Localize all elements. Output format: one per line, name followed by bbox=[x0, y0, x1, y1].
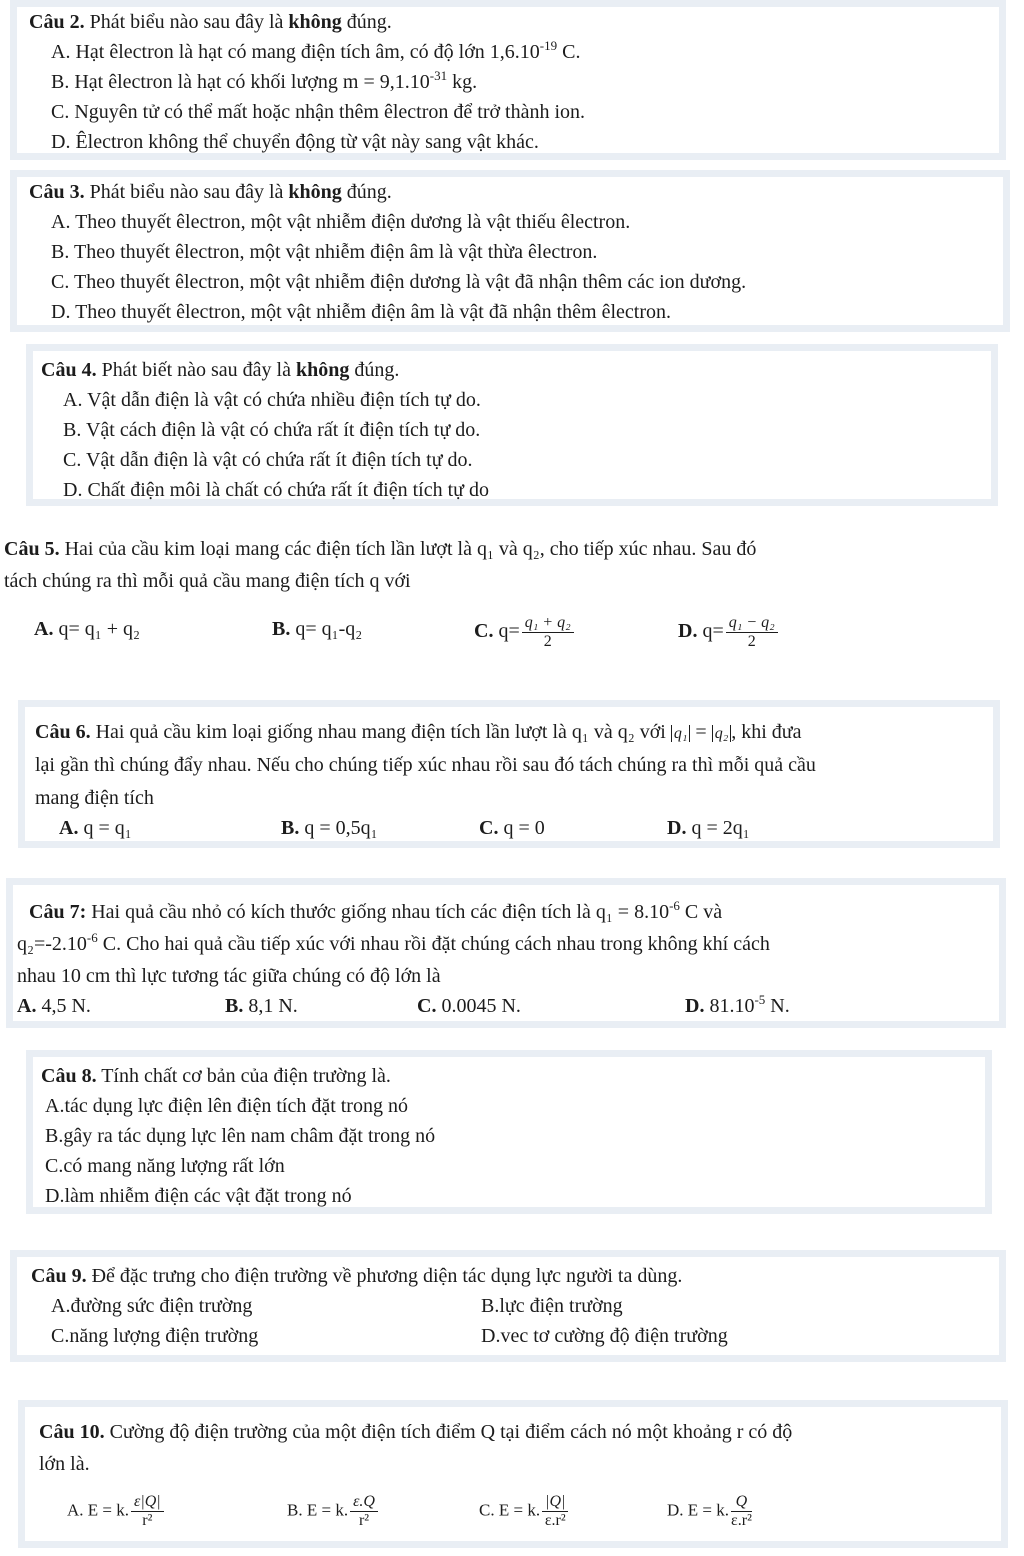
question-7-stem-line-2 bbox=[17, 929, 770, 961]
question-text: Hai của cầu kim loại mang các điện tích lần lượt là q₁ và q₂, cho tiếp xúc nhau. Sau đó bbox=[59, 538, 757, 560]
question-5-stem-line-2: tách chúng ra thì mỗi quả cầu mang điện tích q với bbox=[4, 570, 411, 592]
option-b: B.gây ra tác dụng lực lên nam châm đặt trong nó bbox=[45, 1125, 436, 1147]
fraction bbox=[131, 1493, 164, 1530]
option-label: D. bbox=[667, 817, 687, 839]
denominator: 2 bbox=[747, 633, 756, 650]
option-text: E = k. bbox=[687, 1500, 730, 1520]
option-text: q= bbox=[498, 620, 520, 643]
option-d bbox=[685, 991, 790, 1023]
option-d: D. Theo thuyết êlectron, một vật nhiễm điện âm là vật đã nhận thêm êlectron. bbox=[51, 301, 671, 323]
option-a: A.tác dụng lực điện lên điện tích đặt trong nó bbox=[45, 1095, 408, 1117]
question-text-end: đúng. bbox=[341, 11, 392, 33]
option-text: 81.10 bbox=[704, 995, 755, 1017]
question-text: Phát biểu nào sau đây là bbox=[84, 181, 289, 203]
question-2-stem bbox=[29, 7, 392, 37]
numerator: q₁ − q₂ bbox=[726, 614, 778, 633]
question-label: Câu 3. bbox=[29, 181, 85, 203]
question-text-end: đúng. bbox=[341, 181, 392, 203]
numerator: |Q| bbox=[542, 1493, 568, 1512]
question-9-stem bbox=[31, 1261, 682, 1291]
denominator: r² bbox=[142, 1512, 153, 1529]
equals: = bbox=[690, 721, 712, 743]
numerator: ε|Q| bbox=[131, 1493, 164, 1512]
question-label: Câu 9. bbox=[31, 1265, 87, 1287]
question-emphasis: không bbox=[288, 181, 342, 203]
option-d bbox=[678, 614, 778, 651]
question-7-stem bbox=[29, 897, 722, 929]
question-text-end: C. Cho hai quả cầu tiếp xúc với nhau rồi đặt chúng cách nhau trong không khí cách bbox=[97, 933, 770, 955]
question-4-block bbox=[26, 344, 998, 506]
question-text: Tính chất cơ bản của điện trường là. bbox=[96, 1065, 391, 1087]
question-8-block bbox=[26, 1050, 992, 1214]
denominator: r² bbox=[358, 1512, 370, 1529]
option-d: D.làm nhiễm điện các vật đặt trong nó bbox=[45, 1185, 352, 1207]
option-label: B. bbox=[287, 1500, 303, 1520]
question-10-block bbox=[18, 1400, 1008, 1548]
option-a: A. Theo thuyết êlectron, một vật nhiễm điện dương là vật thiếu êlectron. bbox=[51, 211, 631, 233]
option-a bbox=[67, 1493, 164, 1530]
option-b: B.lực điện trường bbox=[481, 1295, 623, 1317]
absolute-value: q₂ bbox=[712, 725, 732, 742]
question-3-block bbox=[10, 170, 1010, 332]
option-label: A. bbox=[34, 618, 54, 640]
option-b bbox=[281, 813, 378, 843]
option-text: A. Hạt êlectron là hạt có mang điện tích âm, có độ lớn 1,6.10 bbox=[51, 41, 540, 63]
question-label: Câu 4. bbox=[41, 359, 97, 381]
question-7-stem-line-3: nhau 10 cm thì lực tương tác giữa chúng có độ lớn là bbox=[17, 965, 441, 987]
question-label: Câu 8. bbox=[41, 1065, 97, 1087]
option-label: C. bbox=[417, 995, 437, 1017]
question-9-block bbox=[10, 1250, 1006, 1362]
option-text: B. Hạt êlectron là hạt có khối lượng m = 9,1.10 bbox=[51, 71, 430, 93]
option-text-end: N. bbox=[765, 995, 790, 1017]
numerator: q₁ + q₂ bbox=[522, 614, 574, 633]
question-text-end: , khi đưa bbox=[731, 721, 802, 743]
option-a bbox=[17, 991, 91, 1021]
exponent: -5 bbox=[754, 992, 766, 1007]
option-d: D. Chất điện môi là chất có chứa rất ít điện tích tự do bbox=[63, 479, 490, 501]
denominator: ε.r² bbox=[731, 1512, 752, 1529]
option-text: q= bbox=[702, 620, 724, 643]
fraction bbox=[726, 614, 778, 651]
option-a bbox=[34, 614, 140, 644]
absolute-value: q₁ bbox=[671, 725, 691, 742]
question-5-block bbox=[0, 530, 1024, 670]
question-text: Để đặc trưng cho điện trường về phương diện tác dụng lực người ta dùng. bbox=[86, 1265, 683, 1287]
exponent: -6 bbox=[86, 930, 98, 945]
option-c: C. Vật dẫn điện là vật có chứa rất ít điện tích tự do. bbox=[63, 449, 473, 471]
option-text: q= q₁-q₂ bbox=[295, 618, 363, 640]
option-c: C. Theo thuyết êlectron, một vật nhiễm điện dương là vật đã nhận thêm các ion dương. bbox=[51, 271, 747, 293]
option-label: B. bbox=[272, 618, 291, 640]
option-b bbox=[225, 991, 298, 1021]
option-label: D. bbox=[667, 1500, 684, 1520]
question-10-stem-line-2: lớn là. bbox=[39, 1453, 90, 1475]
question-8-stem bbox=[41, 1061, 391, 1091]
option-text: E = k. bbox=[306, 1500, 349, 1520]
option-label: B. bbox=[281, 817, 300, 839]
question-3-stem bbox=[29, 177, 392, 207]
option-b bbox=[51, 67, 477, 99]
option-text: q = q₁ bbox=[83, 817, 132, 839]
option-text: q= q₁ + q₂ bbox=[58, 618, 140, 640]
option-a: A. Vật dẫn điện là vật có chứa nhiều điện tích tự do. bbox=[63, 389, 481, 411]
option-c bbox=[479, 813, 545, 843]
option-text: q = 0,5q₁ bbox=[304, 817, 378, 839]
fraction bbox=[522, 614, 574, 651]
option-a bbox=[51, 37, 580, 69]
option-label: A. bbox=[59, 817, 79, 839]
question-4-stem bbox=[41, 355, 399, 385]
option-text-end: C. bbox=[557, 41, 581, 63]
option-c: C. Nguyên tử có thể mất hoặc nhận thêm êlectron để trở thành ion. bbox=[51, 101, 586, 123]
option-b: B. Vật cách điện là vật có chứa rất ít điện tích tự do. bbox=[63, 419, 481, 441]
option-text: 8,1 N. bbox=[243, 995, 298, 1017]
exponent: -6 bbox=[669, 898, 680, 913]
fraction bbox=[542, 1493, 568, 1530]
option-text: 0.0045 N. bbox=[436, 995, 521, 1017]
denominator: ε.r² bbox=[544, 1512, 566, 1529]
fraction bbox=[350, 1493, 378, 1530]
option-label: A. bbox=[67, 1500, 84, 1520]
option-label: C. bbox=[479, 817, 499, 839]
question-text-end: C và bbox=[679, 901, 723, 923]
option-label: B. bbox=[225, 995, 244, 1017]
option-d: D. Êlectron không thể chuyển động từ vật này sang vật khác. bbox=[51, 131, 539, 153]
option-a: A.đường sức điện trường bbox=[51, 1295, 253, 1317]
question-label: Câu 10. bbox=[39, 1421, 105, 1443]
fraction bbox=[731, 1493, 752, 1530]
option-c: C.năng lượng điện trường bbox=[51, 1325, 259, 1347]
question-label: Câu 2. bbox=[29, 11, 85, 33]
option-text: 4,5 N. bbox=[36, 995, 91, 1017]
question-5-stem bbox=[4, 534, 756, 564]
question-text: Phát biểu nào sau đây là bbox=[84, 11, 289, 33]
question-label: Câu 5. bbox=[4, 538, 60, 560]
option-text: q = 0 bbox=[503, 817, 545, 839]
option-c: C.có mang năng lượng rất lớn bbox=[45, 1155, 285, 1177]
question-text-end: đúng. bbox=[349, 359, 400, 381]
option-b bbox=[287, 1493, 378, 1530]
option-label: C. bbox=[479, 1500, 495, 1520]
question-6-stem-line-3: mang điện tích bbox=[35, 787, 154, 809]
question-6-block bbox=[18, 700, 1000, 848]
option-c bbox=[417, 991, 521, 1021]
numerator: Q bbox=[731, 1493, 752, 1512]
exponent: -31 bbox=[429, 68, 448, 83]
question-label: Câu 6. bbox=[35, 721, 91, 743]
option-label: D. bbox=[685, 995, 705, 1017]
question-emphasis: không bbox=[295, 359, 350, 381]
question-text: Hai quả cầu kim loại giống nhau mang điện tích lần lượt là q₁ và q₂ với bbox=[90, 721, 671, 743]
question-7-block bbox=[6, 878, 1006, 1028]
option-a bbox=[59, 813, 132, 843]
option-d: D.vec tơ cường độ điện trường bbox=[481, 1325, 728, 1347]
option-text: E = k. bbox=[87, 1500, 130, 1520]
option-label: C. bbox=[474, 620, 494, 643]
question-emphasis: không bbox=[288, 11, 342, 33]
option-label: D. bbox=[678, 620, 698, 643]
option-text: q = 2q₁ bbox=[691, 817, 750, 839]
option-text-end: kg. bbox=[447, 71, 478, 93]
option-b: B. Theo thuyết êlectron, một vật nhiễm điện âm là vật thừa êlectron. bbox=[51, 241, 598, 263]
option-d bbox=[667, 1493, 752, 1530]
question-label: Câu 7: bbox=[29, 901, 87, 923]
option-b bbox=[272, 614, 362, 644]
question-text: Cường độ điện trường của một điện tích điểm Q tại điểm cách nó một khoảng r có độ bbox=[104, 1421, 793, 1443]
option-label: A. bbox=[17, 995, 37, 1017]
denominator: 2 bbox=[543, 633, 552, 650]
option-c bbox=[479, 1493, 568, 1530]
question-10-stem bbox=[39, 1417, 792, 1447]
question-text: Phát biết nào sau đây là bbox=[96, 359, 296, 381]
numerator: ε.Q bbox=[350, 1493, 378, 1512]
question-2-block bbox=[10, 0, 1006, 160]
question-6-stem bbox=[35, 717, 802, 749]
question-text: Hai quả cầu nhỏ có kích thước giống nhau tích các điện tích là q₁ = 8.10 bbox=[86, 901, 670, 923]
question-6-stem-line-2: lại gần thì chúng đẩy nhau. Nếu cho chúng tiếp xúc nhau rồi sau đó tách chúng ra thì mỗi quả cầu bbox=[35, 754, 816, 776]
option-text: E = k. bbox=[498, 1500, 541, 1520]
option-d bbox=[667, 813, 750, 843]
question-text: q₂=-2.10 bbox=[17, 933, 87, 955]
option-c bbox=[474, 614, 574, 651]
exponent: -19 bbox=[539, 38, 558, 53]
